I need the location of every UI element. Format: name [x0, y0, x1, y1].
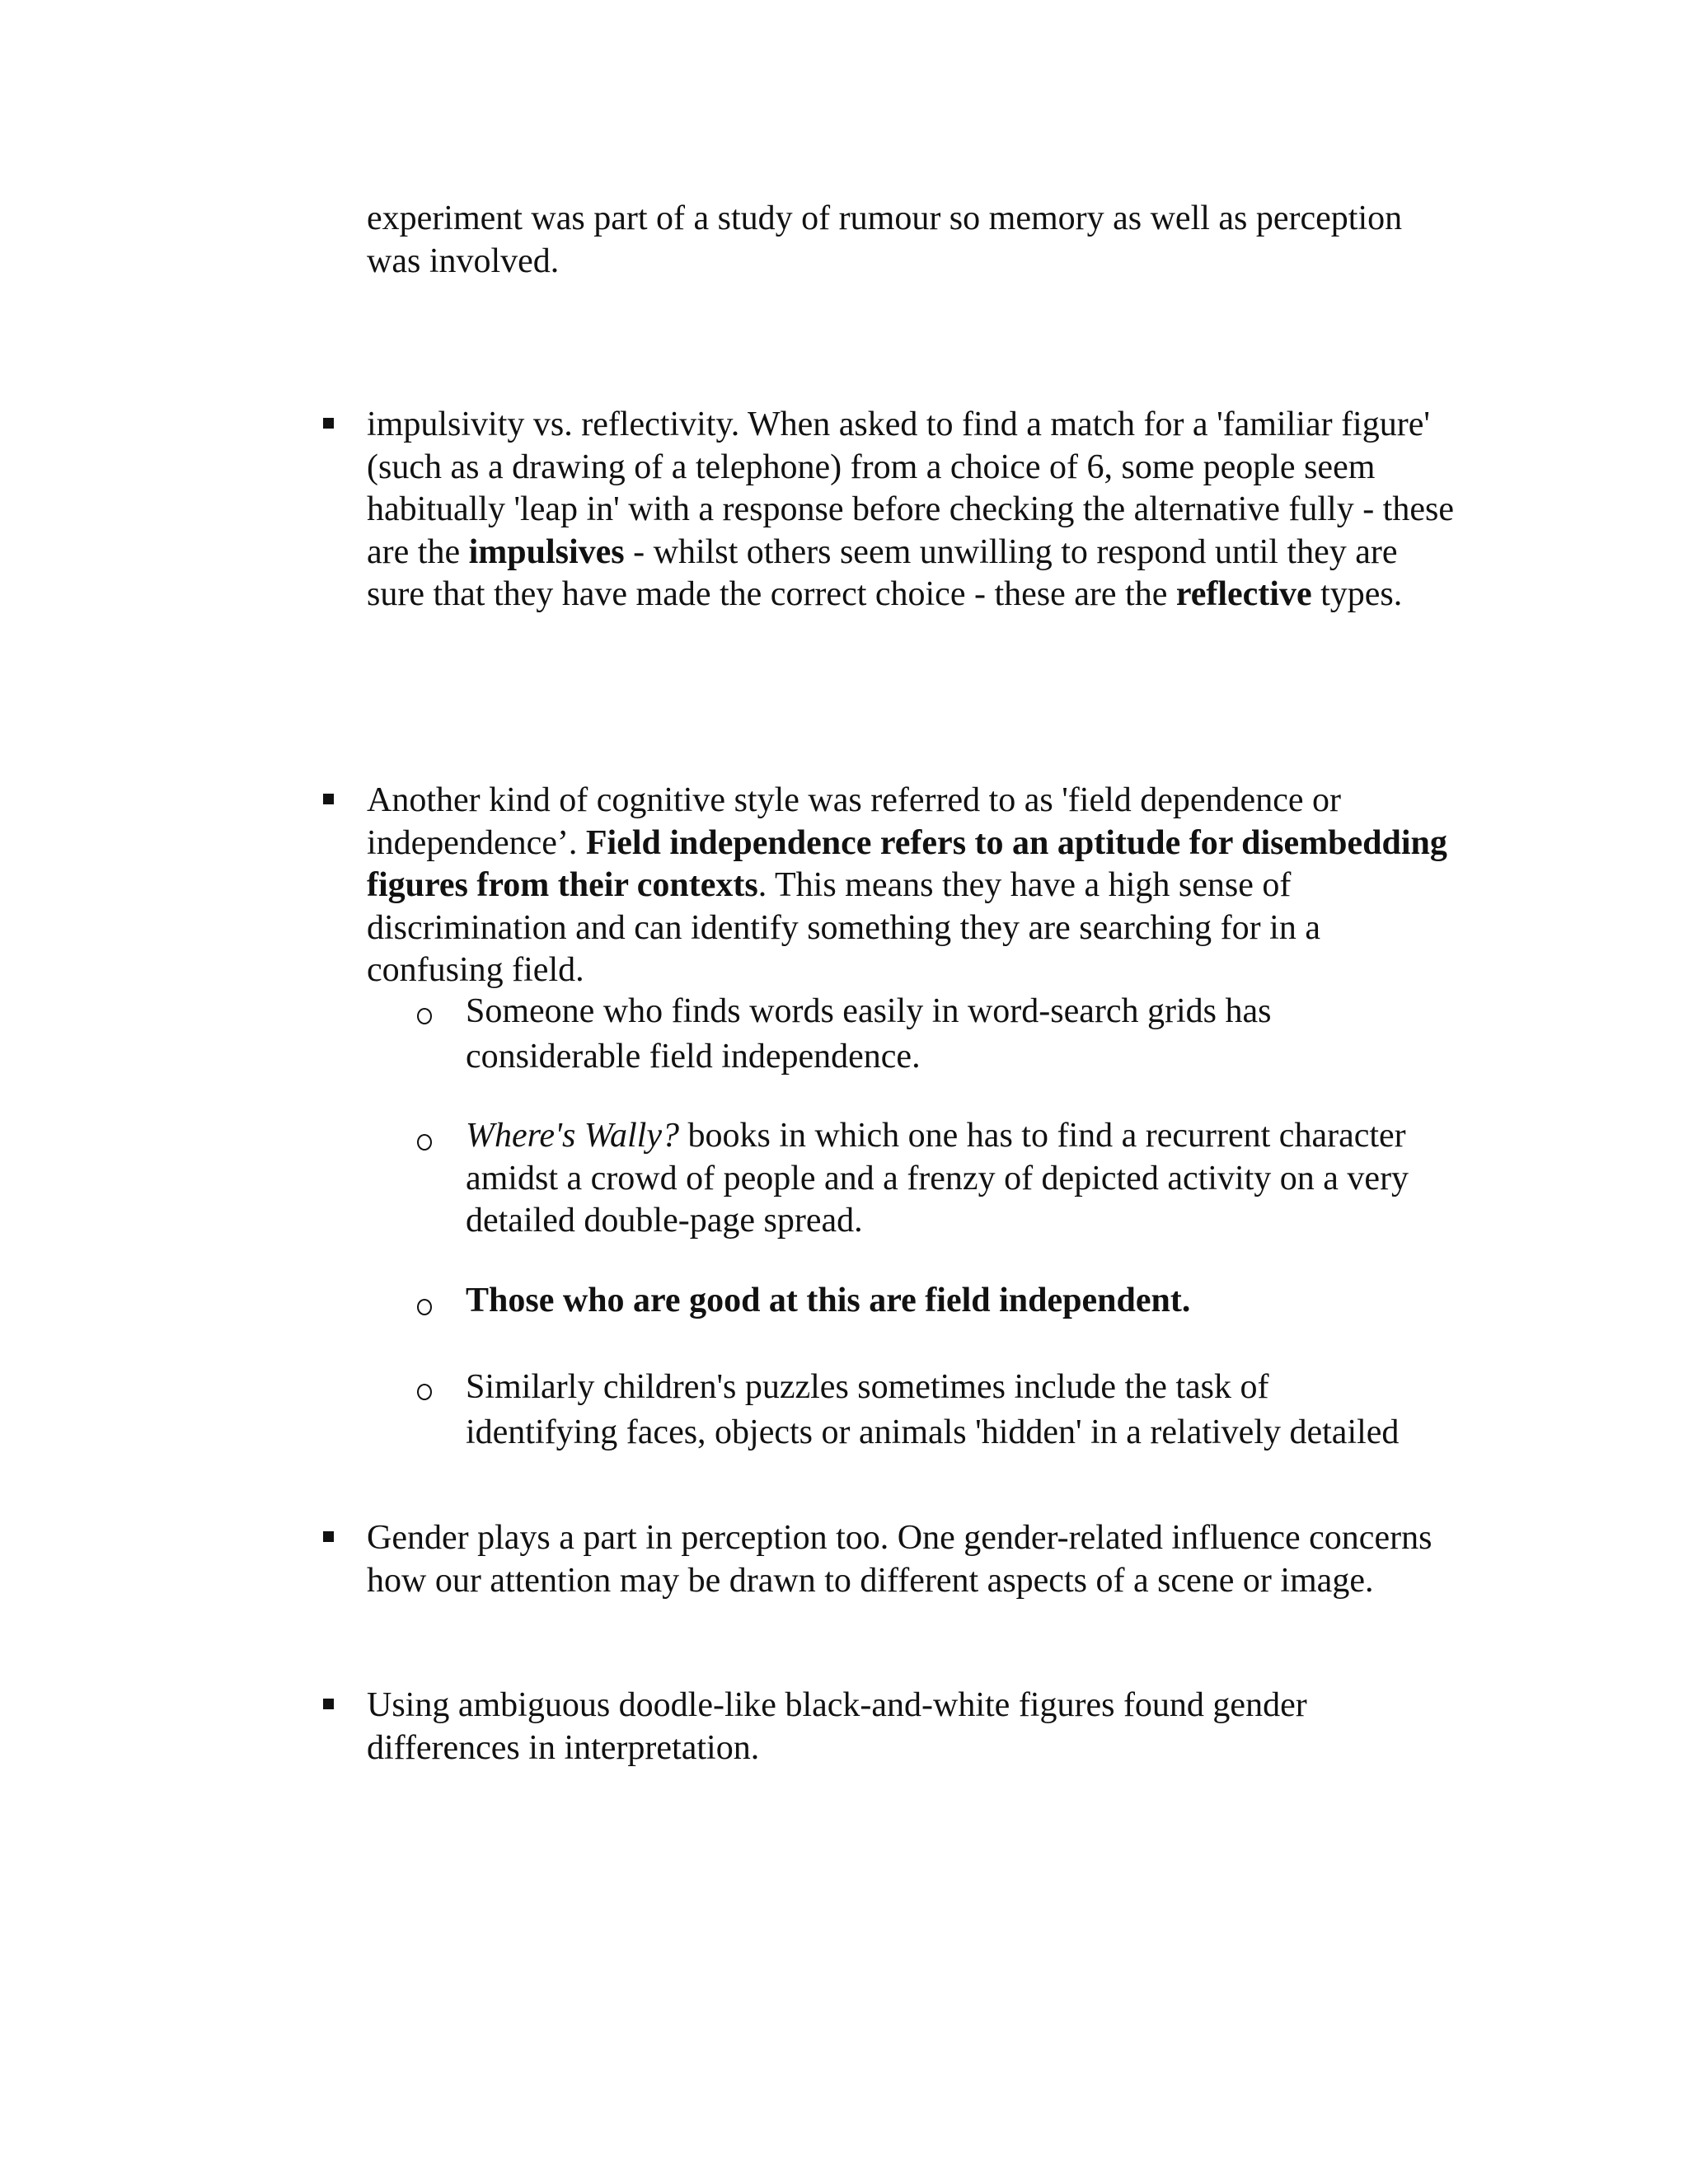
book-title: Where's Wally?: [466, 1117, 679, 1155]
subitem-wordsearch: Someone who finds words easily in word-search grids has considerable field independence.: [466, 992, 1272, 1076]
square-bullet-icon: [323, 418, 334, 429]
bullet-ambiguous-figures: Using ambiguous doodle-like black-and-white figures found gender differences in interpretation.: [367, 1686, 1307, 1767]
subitem-puzzles: Similarly children's puzzles sometimes include the task of identifying faces, objects or animals 'hidden' in a relatively detailed: [466, 1368, 1400, 1451]
square-bullet-icon: [323, 1531, 334, 1542]
square-bullet-icon: [323, 1699, 334, 1709]
term-impulsives: impulsives: [468, 532, 625, 571]
circle-bullet-icon: [417, 1380, 435, 1402]
bullet-gender: Gender plays a part in perception too. One gender-related influence concerns how our attention may be drawn to different aspects of a scene or image.: [367, 1519, 1432, 1600]
circle-bullet-icon: [417, 1131, 435, 1152]
bullet-impulsivity: impulsivity vs. reflectivity. When asked to find a match for a 'familiar figure' (such as a drawing of a telephone) from a choice of 6, some people seem habitually 'leap in' with a response before checking the alternative fully - these are the impulsives - whilst others seem unwilling to respond until they are sure that they have made the correct choice - these are the reflective types.: [367, 405, 1454, 613]
intro-text: experiment was part of a study of rumour so memory as well as perception was involved.: [367, 199, 1403, 280]
intro-paragraph: [367, 198, 1455, 283]
square-bullet-icon: [323, 794, 334, 804]
circle-bullet-icon: [417, 1296, 435, 1317]
subitem-field-independent: Those who are good at this are field independent.: [466, 1282, 1191, 1319]
term-reflective: reflective: [1175, 575, 1312, 613]
circle-bullet-icon: [417, 1005, 435, 1026]
subitem-wheres-wally: Where's Wally? books in which one has to find a recurrent character amidst a crowd of people and a frenzy of depicted activity on a very detailed double-page spread.: [466, 1117, 1409, 1240]
field-independence-definition: Field independence refers to an aptitude for disembedding figures from their contexts: [367, 823, 1447, 904]
bullet-field-dependence: Another kind of cognitive style was referred to as 'field dependence or independence’. Field independence refers to an aptitude for disembedding figures from their contexts. This means they have a high sense of discrimination and can identify something they are searching for in a confusing field.: [367, 781, 1447, 989]
